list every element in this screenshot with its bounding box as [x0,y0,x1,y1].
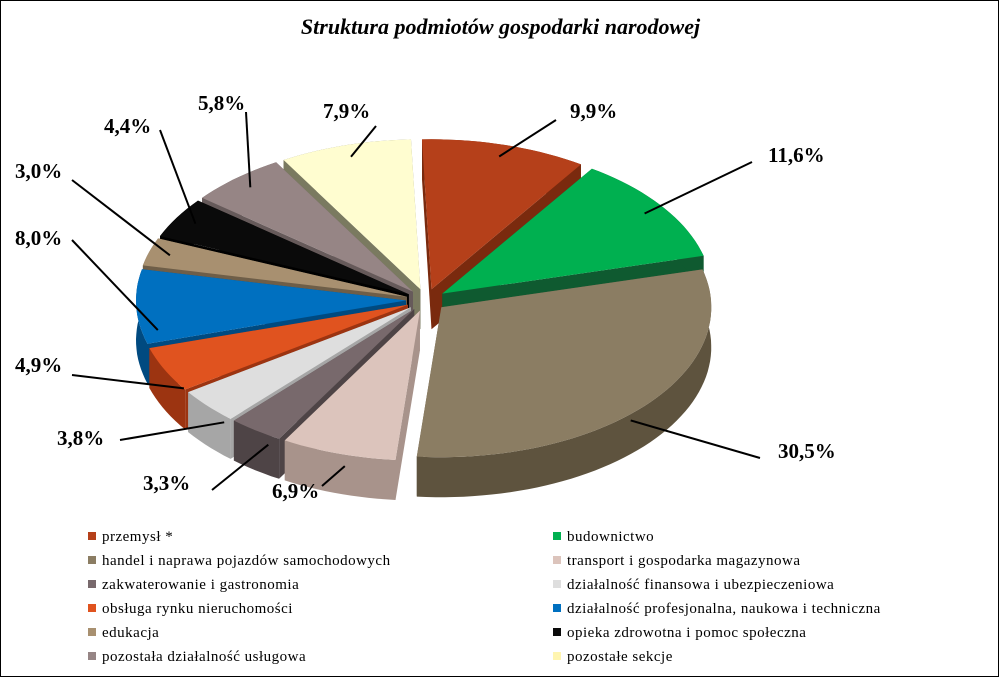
data-label: 5,8% [198,91,246,115]
legend-label: edukacja [102,625,160,641]
data-label: 30,5% [778,439,836,463]
legend-label: opieka zdrowotna i pomoc społeczna [567,625,807,641]
leader-line [645,162,752,214]
legend-label: pozostałe sekcje [567,649,673,665]
data-label: 3,3% [143,471,191,495]
data-label: 6,9% [272,479,320,503]
legend-label: pozostała działalność usługowa [102,649,307,665]
data-label: 7,9% [323,99,371,123]
legend-label: działalność profesjonalna, naukowa i techniczna [567,601,881,617]
legend-label: przemysł * [102,529,174,545]
data-label: 11,6% [768,143,825,167]
data-label: 3,8% [57,426,105,450]
data-label: 8,0% [15,226,63,250]
data-label: 9,9% [570,99,618,123]
legend-label: handel i naprawa pojazdów samochodowych [102,553,391,569]
legend-label: transport i gospodarka magazynowa [567,553,801,569]
legend-label: budownictwo [567,529,655,545]
legend-label: obsługa rynku nieruchomości [102,601,293,617]
chart-title: Struktura podmiotów gospodarki narodowej [300,14,701,39]
legend-label: zakwaterowanie i gastronomia [102,577,300,593]
data-label: 3,0% [15,159,63,183]
legend-label: działalność finansowa i ubezpieczeniowa [567,577,835,593]
data-label: 4,9% [15,353,63,377]
data-label: 4,4% [104,114,152,138]
leader-line [160,130,195,224]
leader-line [72,180,170,255]
